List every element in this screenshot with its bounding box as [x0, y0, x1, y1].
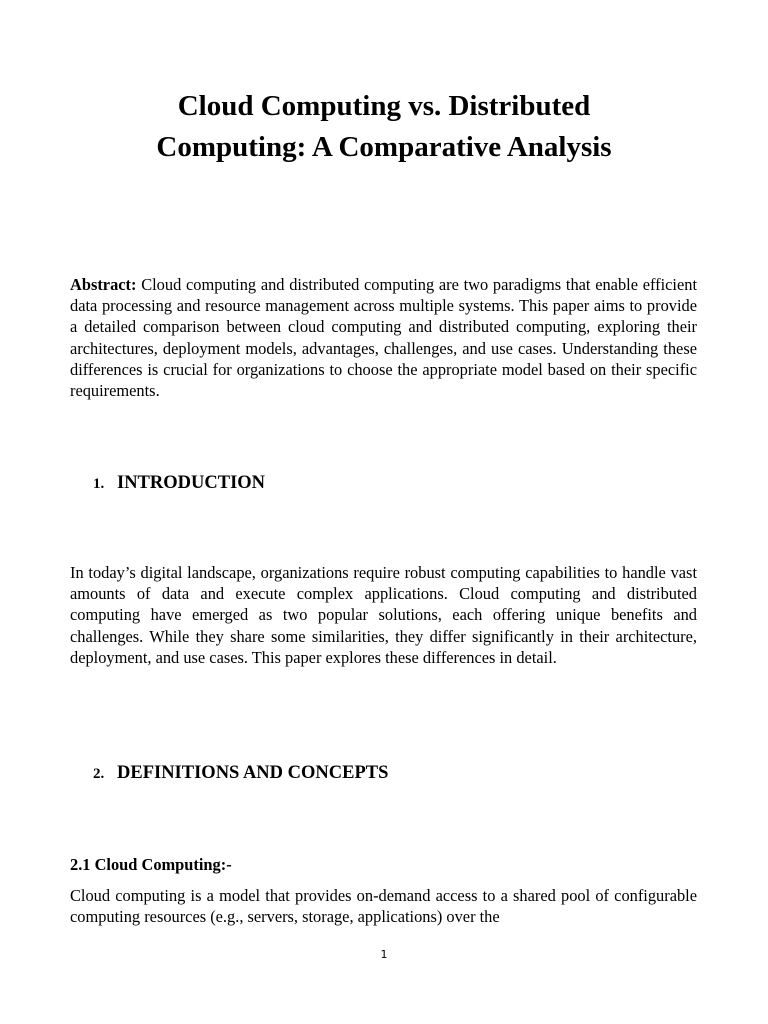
- section-title: DEFINITIONS AND CONCEPTS: [117, 763, 389, 783]
- section-heading-definitions: [93, 761, 388, 786]
- introduction-paragraph: In today’s digital landscape, organizations require robust computing capabilities to handle vast amounts of data and execute complex applications. Cloud computing and distributed computing have emerged as two popular solutions, each offering unique benefits and challenges. While they share some similarities, they differ significantly in their architecture, deployment, and use cases. This paper explores these differences in detail.: [70, 563, 697, 667]
- cloud-computing-paragraph: Cloud computing is a model that provides on-demand access to a shared pool of configurable computing resources (e.g., servers, storage, applications) over the: [70, 886, 697, 927]
- abstract-label: Abstract:: [70, 275, 137, 294]
- section-number: 1.: [93, 476, 105, 492]
- abstract-paragraph: [70, 274, 697, 401]
- section-heading-introduction: [93, 471, 265, 496]
- abstract-text: Cloud computing and distributed computing are two paradigms that enable efficient data processing and resource management across multiple systems. This paper aims to provide a detailed comparison between cloud computing and distributed computing, exploring their architectures, deployment models, advantages, challenges, and use cases. Understanding these differences is crucial for organizations to choose the appropriate model based on their specific requirements.: [70, 275, 697, 401]
- page-number: 1: [380, 948, 388, 961]
- section-number: 2.: [93, 766, 105, 782]
- subsection-heading-cloud-computing: 2.1 Cloud Computing:-: [70, 855, 232, 874]
- paper-title-line-2: Computing: A Comparative Analysis: [156, 131, 612, 163]
- paper-title-line-1: Cloud Computing vs. Distributed: [177, 90, 591, 122]
- section-title: INTRODUCTION: [117, 473, 266, 493]
- paper-title: [60, 86, 708, 168]
